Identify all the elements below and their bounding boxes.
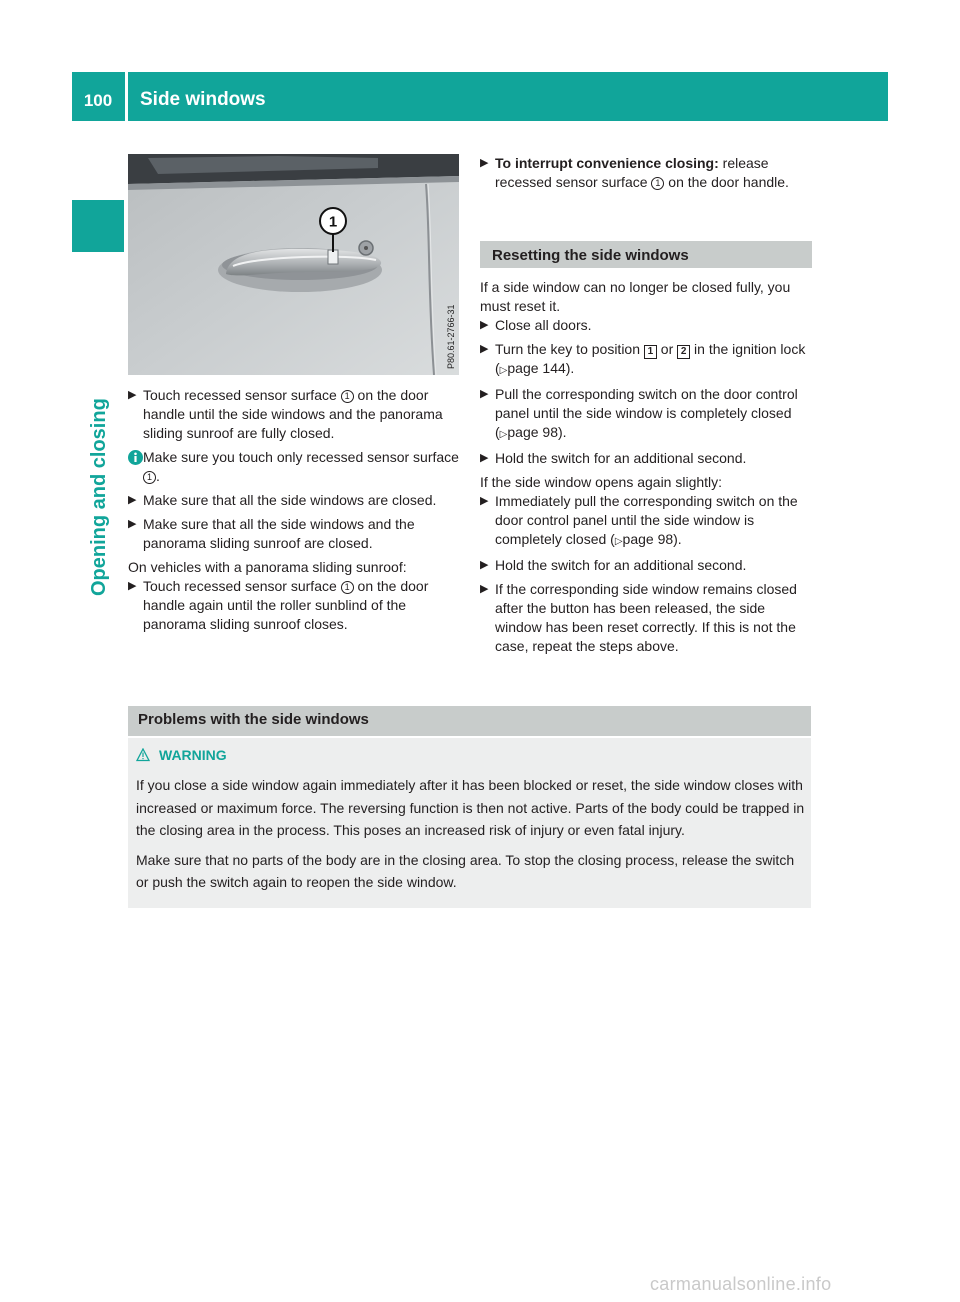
warning-paragraph: If you close a side window again immediately after it has been blocked or reset, the side window closes with increased or maximum force. The reversing function is then not active. Parts of the body could be trapped in the closing area in the process. This poses an increased risk of injury or even fatal injury. bbox=[136, 777, 805, 838]
page-number: 100 bbox=[83, 91, 113, 110]
list-item: ▶ Hold the switch for an additional second. bbox=[480, 450, 747, 466]
callout-1-icon: 1 bbox=[341, 581, 354, 594]
info-note: Make sure you touch only recessed sensor surface 1 . bbox=[128, 448, 462, 486]
list-item: ▶ Turn the key to position 1 or 2 in the ignition lock (▷page 144). bbox=[480, 341, 806, 376]
list-item: ▶ Touch recessed sensor surface 1 on the door handle again until the roller sunblind of the panorama sliding sunroof closes. bbox=[128, 578, 429, 632]
arrow-icon: ▶ bbox=[480, 495, 489, 507]
page-ref-link[interactable]: page 98). bbox=[507, 424, 567, 440]
page-ref-link[interactable]: page 144). bbox=[507, 360, 575, 376]
arrow-icon: ▶ bbox=[128, 580, 137, 592]
paragraph: On vehicles with a panorama sliding sunroof: bbox=[128, 559, 407, 575]
key-position-2-icon: 2 bbox=[677, 345, 690, 359]
page-ref-icon: ▷ bbox=[499, 429, 508, 440]
list-item: ▶ Hold the switch for an additional second. bbox=[480, 557, 747, 573]
watermark: carmanualsonline.info bbox=[650, 1274, 832, 1294]
info-icon bbox=[128, 450, 143, 465]
warning-title: WARNING bbox=[136, 746, 227, 765]
figure-code: P80.61-2766-31 bbox=[446, 304, 456, 369]
page-ref-link[interactable]: page 98). bbox=[622, 531, 682, 547]
section-heading: Resetting the side windows bbox=[480, 241, 812, 268]
arrow-icon: ▶ bbox=[480, 343, 489, 355]
page-header bbox=[72, 72, 888, 121]
arrow-icon: ▶ bbox=[480, 319, 489, 331]
arrow-icon: ▶ bbox=[480, 388, 489, 400]
arrow-icon: ▶ bbox=[480, 583, 489, 595]
list-item: ▶ Touch recessed sensor surface 1 on the door handle until the side windows and the panorama sliding sunroof are fully closed. bbox=[128, 387, 443, 441]
section-heading-label: Problems with the side windows bbox=[138, 711, 369, 728]
list-item: ▶ Make sure that all the side windows and the panorama sliding sunroof are closed. bbox=[128, 516, 415, 551]
list-item: ▶ Make sure that all the side windows are closed. bbox=[128, 492, 437, 508]
door-handle-illustration bbox=[128, 154, 459, 375]
arrow-icon: ▶ bbox=[128, 389, 137, 401]
arrow-icon: ▶ bbox=[128, 494, 137, 506]
key-position-1-icon: 1 bbox=[644, 345, 657, 359]
header-divider bbox=[125, 72, 128, 121]
list-item: ▶ Close all doors. bbox=[480, 317, 592, 333]
list-item: ▶ If the corresponding side window remains closed after the button has been released, the side window has been reset correctly. If this is not the case, repeat the steps above. bbox=[480, 581, 797, 654]
paragraph: If a side window can no longer be closed fully, you must reset it. bbox=[480, 279, 791, 314]
list-item: ▶ To interrupt convenience closing: release recessed sensor surface 1 on the door handle. bbox=[480, 155, 789, 190]
section-heading-problems bbox=[128, 706, 811, 736]
list-item: ▶ Immediately pull the corresponding switch on the door control panel until the side window is completely closed (▷page 98). bbox=[480, 493, 798, 547]
arrow-icon: ▶ bbox=[128, 518, 137, 530]
arrow-icon: ▶ bbox=[480, 559, 489, 571]
page-ref-icon: ▷ bbox=[499, 365, 508, 376]
page-ref-icon: ▷ bbox=[614, 536, 623, 547]
callout-1-icon: 1 bbox=[341, 390, 354, 403]
warning-triangle-icon bbox=[136, 748, 150, 762]
arrow-icon: ▶ bbox=[480, 157, 489, 169]
left-column bbox=[128, 386, 462, 639]
callout-1-icon: 1 bbox=[651, 177, 664, 190]
side-tab-marker bbox=[72, 200, 124, 252]
right-column bbox=[480, 154, 812, 661]
page-title: Side windows bbox=[140, 89, 266, 110]
figure-callout-1: 1 bbox=[328, 213, 338, 231]
callout-1-icon: 1 bbox=[143, 471, 156, 484]
warning-paragraph: Make sure that no parts of the body are in the closing area. To stop the closing process, release the switch or push the switch again to reopen the side window. bbox=[136, 851, 795, 890]
arrow-icon: ▶ bbox=[480, 452, 489, 464]
paragraph: If the side window opens again slightly: bbox=[480, 474, 723, 490]
list-item: ▶ Pull the corresponding switch on the door control panel until the side window is completely closed (▷page 98). bbox=[480, 386, 798, 440]
door-handle-photo bbox=[128, 154, 459, 375]
side-tab-label: Opening and closing bbox=[88, 398, 110, 596]
warning-box bbox=[128, 738, 811, 908]
warning-body bbox=[136, 774, 806, 901]
